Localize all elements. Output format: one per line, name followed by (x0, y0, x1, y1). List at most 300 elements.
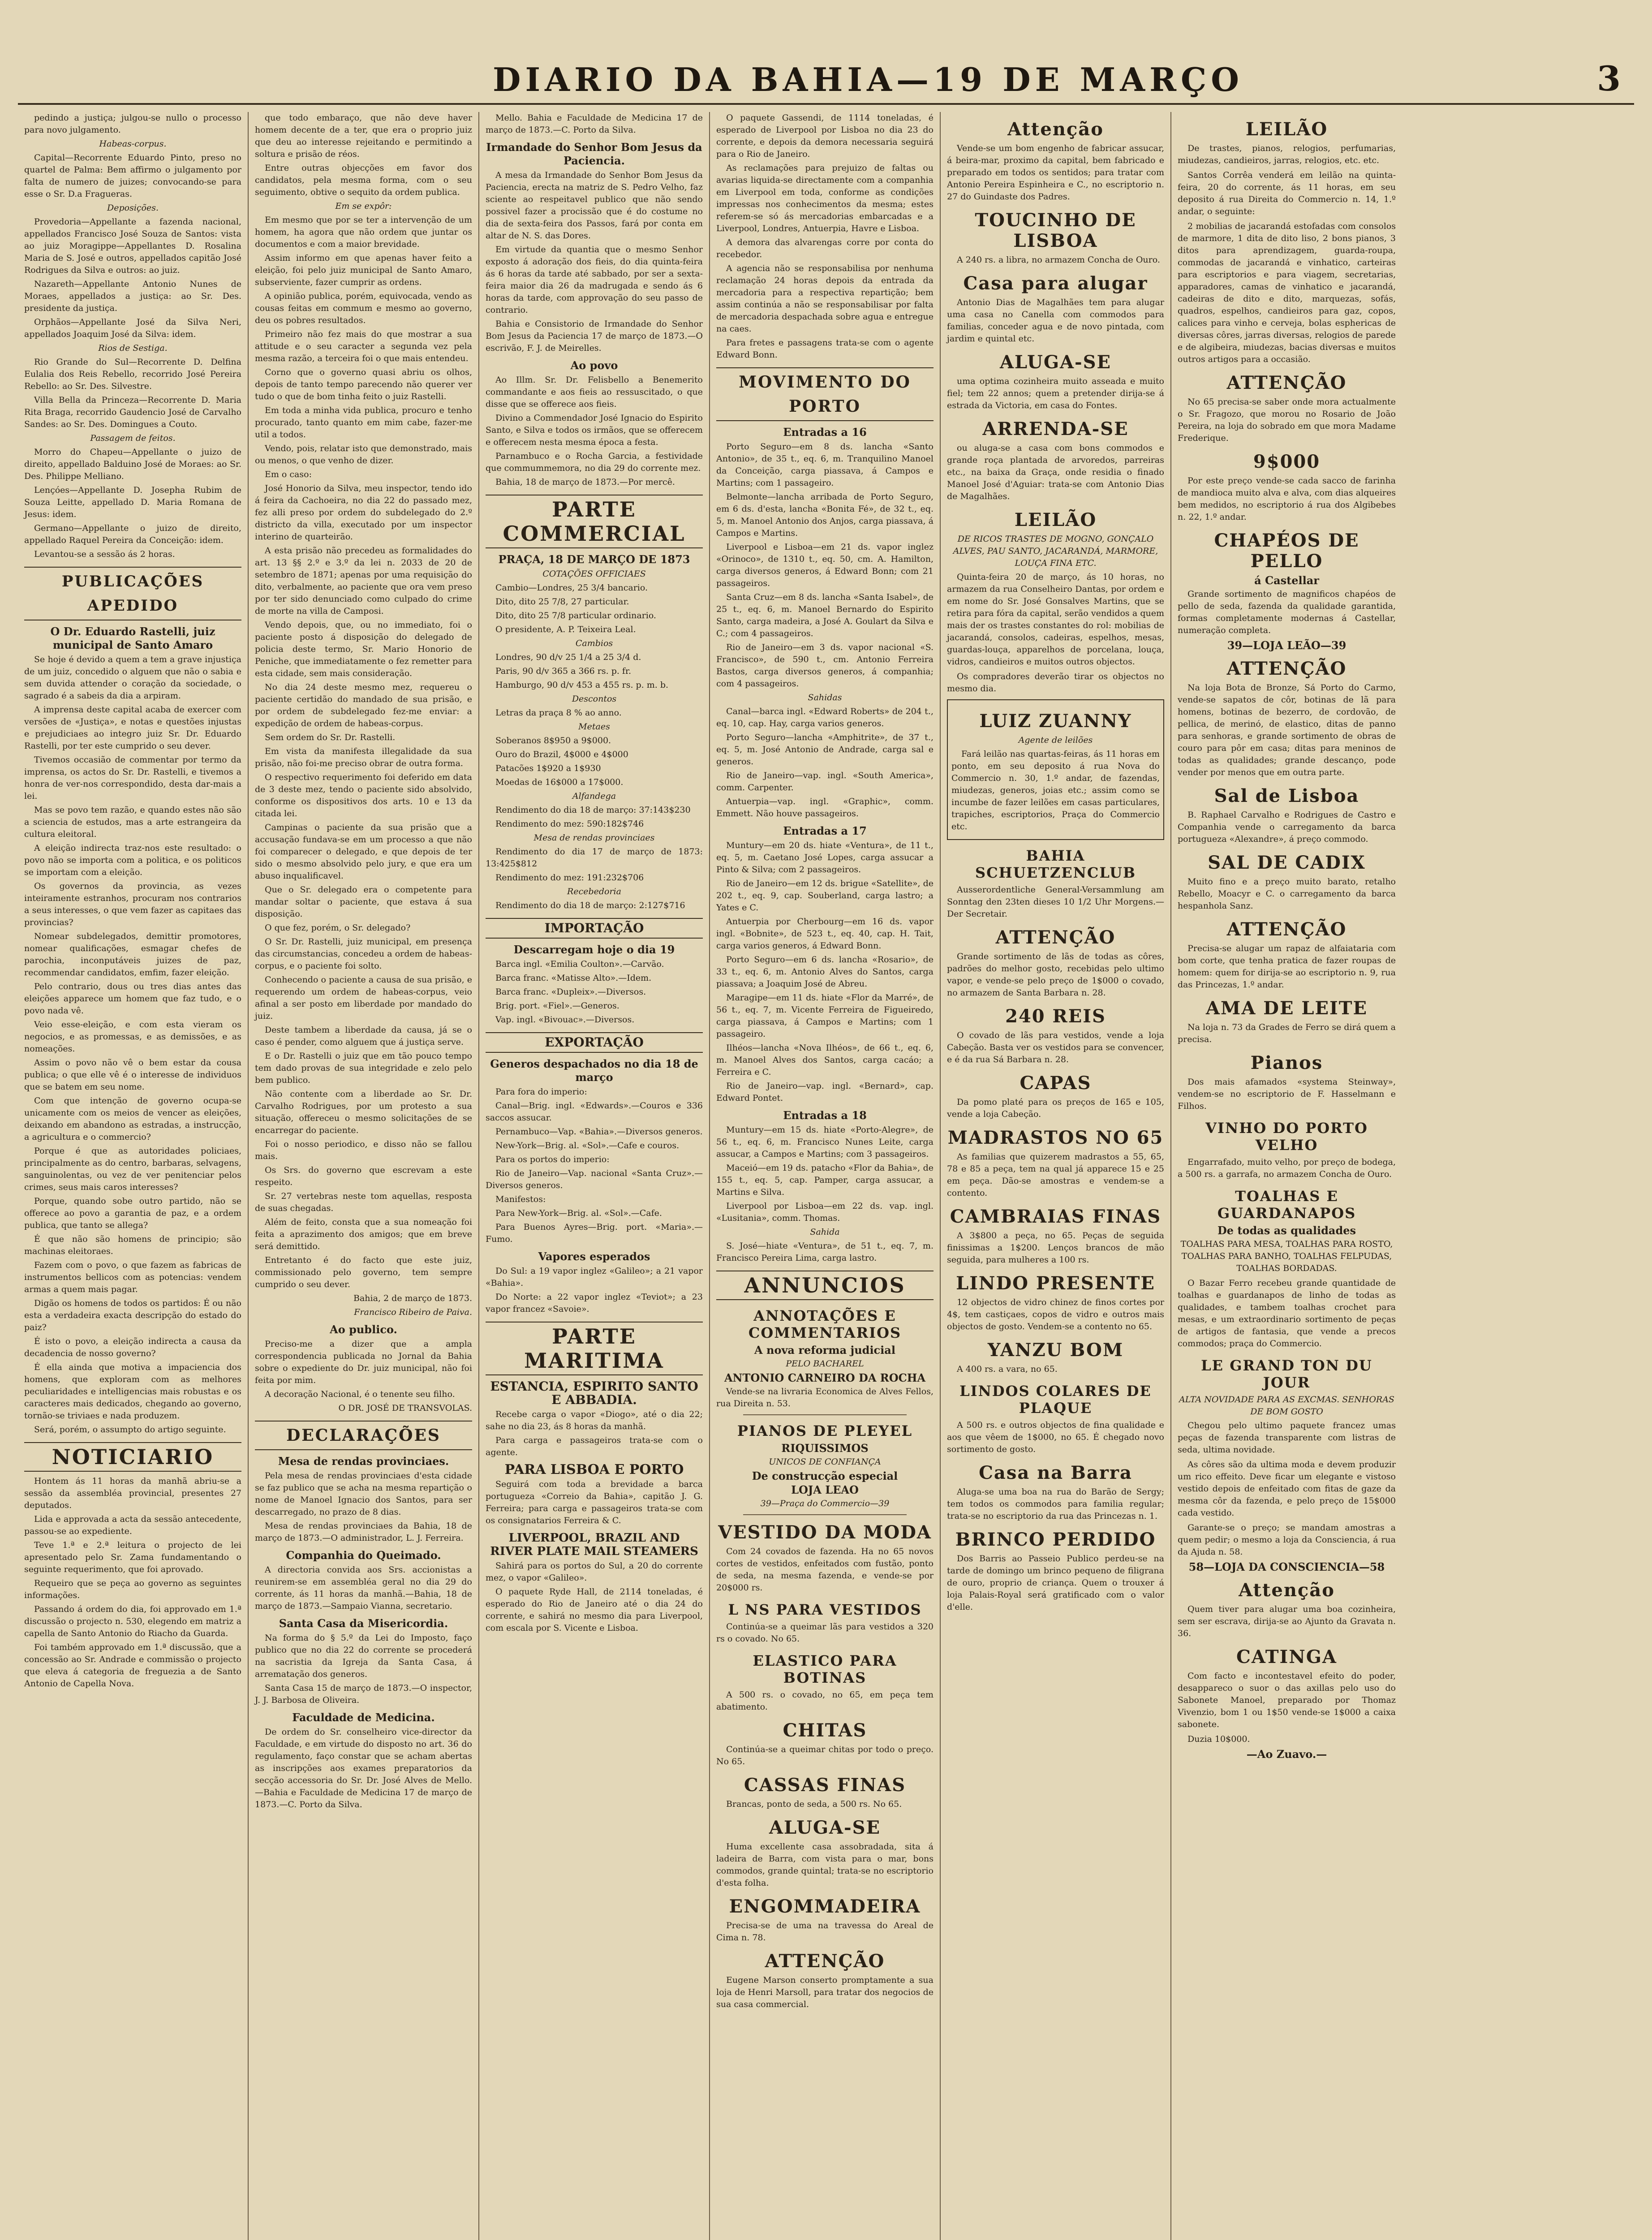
paragraph: Antuerpia por Cherbourg—em 16 ds. vapor ingl. «Bobnite», de 523 t., eq. 40, cap. H. Tait, carga varios generos, á Edward Bonn. (716, 917, 934, 951)
paragraph: Em toda a minha vida publica, procuro e tenho procurado, tanto quanto em mim cabe, fazer-me util a todos. (255, 405, 472, 439)
signature: Francisco Ribeiro de Paiva. (354, 1307, 472, 1317)
subheading: Alfandega (572, 791, 616, 801)
ad-text: Dos mais afamados «systema Steinway», vendem-se no escriptorio de F. Hasselmann e Filhos. (1178, 1077, 1396, 1111)
paragraph: Barca franc. «Matisse Alto».—Idem. (495, 973, 652, 983)
ad-title: Attenção (1239, 1580, 1335, 1601)
ad-title: LE GRAND TON DU JOUR (1201, 1357, 1372, 1391)
ad-title: SAL DE CADIX (1208, 852, 1366, 873)
ad-text: Com 24 covados de fazenda. Ha no 65 novos cortes de vestidos, enfeitados com fustão, ponto de seda, na mesma fazenda, e vende-se por 20$000 rs. (716, 1546, 934, 1593)
subheading: Em se expôr: (335, 201, 392, 211)
ad-title: AMA DE LEITE (1206, 998, 1368, 1019)
paragraph: Fazem com o povo, o que fazem as fabricas de instrumentos bellicos com as potencias: vendem armas a quem mais pagar. (24, 1260, 241, 1294)
paragraph: A decoração Nacional, é o tenente seu filho. (265, 1389, 455, 1399)
paragraph: Com que intenção de governo ocupa-se unicamente com os meios de vencer as eleições, deixando em abandono as estradas, a instrucção, a agricultura e o commercio? (24, 1096, 241, 1142)
paragraph: Muntury—em 15 ds. hiate «Porto-Alegre», de 56 t., eq. 6, m. Francisco Nunes Leite, carga assucar, a Campos e Martins; com 3 passageiros. (716, 1125, 934, 1159)
paragraph: Sahirá para os portos do Sul, a 20 do corrente mez, o vapor «Galileo». (486, 1561, 703, 1583)
paragraph: Patacões 1$920 a 1$930 (495, 763, 601, 773)
paragraph: Rendimento do dia 18 de março: 2:127$716 (495, 900, 685, 910)
paragraph: Ilhéos—lancha «Nova Ilhéos», de 66 t., eq. 6, m. Manoel Alves dos Santos, carga cacáo; a Ferreira e C. (716, 1043, 934, 1077)
paragraph: É ella ainda que motiva a impaciencia dos homens, que exploram com as melhores peculiaridades e intelligencias mais robustas e os caracteres mais dedicados, chegando ao governo, tornão-se triviaes e nada produzem. (24, 1362, 241, 1421)
article-heading: O Dr. Eduardo Rastelli, juiz municipal de Santo Amaro (50, 625, 215, 651)
ad-text: Engarrafado, muito velho, por preço de bodega, a 500 rs. a garrafa, no armazem Concha de Ouro. (1178, 1157, 1396, 1179)
paragraph: Maragipe—em 11 ds. hiate «Flor da Marré», de 56 t., eq. 7, m. Vicente Ferreira de Figueiredo, carga piassava, á Campos e Martins; com 1 passageiro. (716, 993, 934, 1039)
paragraph: É que não são homens de principio; são machinas eleitoraes. (24, 1234, 241, 1256)
paragraph: A demora das alvarengas corre por conta do recebedor. (716, 237, 934, 259)
paragraph: Provedoria—Appellante a fazenda nacional, appellados Francisco José Souza de Santos: vista ao juiz Moragippe—Appellantes D. Rosalina Maria de S. José e outros, appellados capitão José Rodrigues da Silva e outros: ao juiz. (24, 217, 241, 275)
paragraph: Pela mesa de rendas provinciaes d'esta cidade se faz publico que se acha na mesma repartição o nome de Manoel Ignacio dos Santos, para ser descarregado, no prazo de 8 dias. (255, 1471, 472, 1517)
paragraph: New-York—Brig. al. «Sol».—Cafe e couros. (495, 1141, 680, 1150)
article-heading: Santa Casa da Misericordia. (279, 1617, 448, 1630)
section-heading-parte-maritima: PARTE MARITIMA (486, 1322, 703, 1375)
ad-subtitle: De construcção especial (752, 1469, 898, 1482)
ad-text: A 400 rs. a vara, no 65. (957, 1364, 1058, 1374)
ad-subtitle: ALTA NOVIDADE PARA AS EXCMAS. SENHORAS DE BOM GOSTO (1179, 1395, 1394, 1417)
subheading: PELO BACHAREL (786, 1359, 864, 1369)
paragraph: Rendimento do mez: 590:182$746 (495, 819, 644, 829)
paragraph: Santa Casa 15 de março de 1873.—O inspector, J. J. Barbosa de Oliveira. (255, 1683, 472, 1705)
paragraph: Rendimento do dia 18 de março: 37:143$230 (495, 805, 691, 815)
paragraph: Canal—barca ingl. «Edward Roberts» de 204 t., eq. 10, cap. Hay, carga varios generos. (716, 706, 934, 728)
ad-text: Garante-se o preço; se mandam amostras a quem pedir; o mesmo a loja da Consciencia, á rua da Ajuda n. 58. (1178, 1523, 1396, 1557)
paragraph: Mello. Bahia e Faculdade de Medicina 17 de março de 1873.—C. Porto da Silva. (486, 113, 703, 135)
paragraph: S. José—hiate «Ventura», de 51 t., eq. 7, m. Francisco Pereira Lima, carga lastro. (716, 1241, 934, 1263)
paragraph: Liverpool e Lisboa—em 21 ds. vapor inglez «Orinoco», de 1310 t., eq. 50, cm. A. Hamilton, carga diversos generos, á Edward Bonn; com 21 passageiros. (716, 542, 934, 588)
ad-text: uma optima cozinheira muito asseada e muito fiel; tem 22 annos; quem a pretender dirija-se á estrada da Victoria, em casa do Fontes. (947, 376, 1164, 410)
ad-title: LEILÃO (1014, 509, 1097, 530)
ad-text: Precisa-se de uma na travessa do Areal de Cima n. 78. (716, 1921, 934, 1943)
article-heading: Entradas a 18 (783, 1109, 867, 1122)
ad-title: ATTENÇÃO (1226, 919, 1347, 940)
ad-text: No 65 precisa-se saber onde mora actualmente o Sr. Fragozo, que morou no Rosario de João Pereira, na loja do sobrado em que mora Madame Frederique. (1178, 397, 1396, 443)
paragraph: Liverpool por Lisboa—em 22 ds. vap. ingl. «Lusitania», comm. Thomas. (716, 1201, 934, 1223)
columns (18, 112, 1634, 2240)
article-heading: Faculdade de Medicina. (292, 1711, 435, 1724)
article-heading: Mesa de rendas provinciaes. (278, 1455, 449, 1468)
article-heading: Descarregam hoje o dia 19 (513, 943, 675, 956)
ad-title: L NS PARA VESTIDOS (728, 1601, 922, 1618)
ad-title: ANNOTAÇÕES E COMMENTARIOS (748, 1307, 902, 1341)
paragraph: Rio Grande do Sul—Recorrente D. Delfina Eulalia dos Reis Rebello, recorrido José Pereira Rebello: ao Sr. Des. Silvestre. (24, 357, 241, 391)
paragraph: Muntury—em 20 ds. hiate «Ventura», de 11 t., eq. 5, m. Caetano José Lopes, carga assucar a Pinto & Silva; com 2 passageiros. (716, 840, 934, 874)
ad-title: CHAPÉOS DE PELLO (1214, 530, 1359, 572)
ad-text: De trastes, pianos, relogios, perfumarias, miudezas, candieiros, jarras, relogios, etc. etc. (1178, 143, 1396, 165)
paragraph: Se hoje é devido a quem a tem a grave injustiça de um juiz, concedido o alguem que não o sabia e sem duvida attender o coração da sociedade, o sagrado é a sabeis da dia a arpiram. (24, 655, 241, 701)
ad-title: YANZU BOM (987, 1340, 1124, 1361)
paragraph: Londres, 90 d/v 25 1/4 a 25 3/4 d. (495, 652, 641, 662)
paragraph: Maceió—em 19 ds. patacho «Flor da Bahia», de 155 t., eq. 5, cap. Pamper, carga assucar, a Martins e Silva. (716, 1163, 934, 1197)
paragraph: Ao Illm. Sr. Dr. Felisbello a Benemerito commandante e aos fieis ao ressuscitado, o que disse que se offerece aos fieis. (486, 375, 703, 409)
article-heading: PARA LISBOA E PORTO (504, 1462, 684, 1478)
article-heading: PRAÇA, 18 DE MARÇO DE 1873 (498, 553, 690, 566)
article-heading: Ao publico. (330, 1323, 397, 1336)
paragraph: Em vista da manifesta illegalidade da sua prisão, não foi-me preciso obrar de outra forma. (255, 746, 472, 768)
ad-title: MADRASTOS NO 65 (947, 1127, 1164, 1148)
ad-text: Muito fino e a preço muito barato, retalho Rebello, Moacyr e C. o carregamento da barca hespanhola Sanz. (1178, 877, 1396, 911)
subheading: Deposições. (107, 203, 159, 213)
paragraph: Nomear subdelegados, demittir promotores, nomear qualificações, esmagar chefes de parochia, inconputáveis juizes de paz, recommendar candidatos, emfim, fazer eleição. (24, 931, 241, 978)
paragraph: Rendimento do mez: 191:232$706 (495, 873, 644, 883)
paragraph: Vap. ingl. «Bivouac».—Diversos. (495, 1015, 635, 1025)
ad-text: Antonio Dias de Magalhães tem para alugar uma casa no Canella com commodos para familias, conceder agua e de novo pintada, com jardim e quintal etc. (947, 297, 1164, 344)
article-heading: Entradas a 17 (783, 824, 867, 837)
column-1 (18, 112, 249, 2240)
paragraph: Foi o nosso periodico, e disso não se fallou mais. (255, 1139, 472, 1161)
ad-text: Na loja n. 73 da Grades de Ferro se dirá quem a precisa. (1178, 1022, 1396, 1044)
ad-text: 39—LOJA LEÃO—39 (1227, 639, 1347, 652)
ad-text: 12 objectos de vidro chinez de finos cortes por 4$, tem castiçaes, copos de vidro e outros mais objectos de gosto. Vendem-se a contento no 65. (947, 1297, 1164, 1331)
paragraph: E o Dr. Rastelli o juiz que em tão pouco tempo tem dado provas de sua integridade e zelo pelo bem publico. (255, 1051, 472, 1085)
article-heading: ESTANCIA, ESPIRITO SANTO E ABBADIA. (490, 1379, 698, 1407)
ad-text: O covado de lãs para vestidos, vende a loja Cabeção. Basta ver os vestidos para se convencer, e é da rua Sá Barbara n. 28. (947, 1030, 1164, 1064)
ad-title: TOUCINHO DE LISBOA (975, 210, 1136, 251)
ad-text: Quinta-feira 20 de março, ás 10 horas, no armazem da rua Conselheiro Dantas, por ordem e em nome do Sr. José Gonsalves Martins, que se retira para fóra da capital, serão vendidos a quem mais der os trastes constantes do rol: mobilias de jacarandá, consolos, cadeiras, espelhos, mesas, guardas-louça, apparelhos de porcelana, louça, vidros, candieiros e muitos outros objectos. (947, 572, 1164, 667)
ad-text: Continúa-se a queimar chitas por todo o preço. No 65. (716, 1745, 934, 1766)
ad-text: Da pomo platé para os preços de 165 e 105, vende a loja Cabeção. (947, 1097, 1164, 1119)
paragraph: Entre outras objecções em favor dos candidatos, pela mesma forma, com o seu seguimento, obtive o sequito da ordem publica. (255, 163, 472, 197)
paragraph: Pernambuco—Vap. «Bahia».—Diversos generos. (495, 1127, 703, 1137)
ad-text: TOALHAS PARA MESA, TOALHAS PARA ROSTO, TOALHAS PARA BANHO, TOALHAS FELPUDAS, TOALHAS BORDADAS. (1180, 1239, 1393, 1273)
ad-text: B. Raphael Carvalho e Rodrigues de Castro e Companhia vende o carregamento da barca portugueza «Alexandre», á preço commodo. (1178, 810, 1396, 844)
paragraph: Porto Seguro—lancha «Amphitrite», de 37 t., eq. 5, m. José Antonio de Andrade, carga sal e generos. (716, 732, 934, 767)
paragraph: Na forma do § 5.º da Lei do Imposto, faço publico que no dia 22 do corrente se procederá na sacristia da Igreja da Santa Casa, á arrematação dos generos. (255, 1633, 472, 1679)
ad-title: VINHO DO PORTO VELHO (1205, 1120, 1368, 1154)
section-heading-noticiario: NOTICIARIO (24, 1442, 241, 1472)
paragraph: Nazareth—Appellante Antonio Nunes de Moraes, appellados a justiça: ao Sr. Des. presidente da justiça. (24, 279, 241, 313)
paragraph: Passando á ordem do dia, foi approvado em 1.ª discussão o projecto n. 530, elegendo em matriz a capella de Santo Antonio do Riacho da Guarda. (24, 1604, 241, 1638)
section-heading-publicacoes: PUBLICAÇÕES APEDIDO (24, 567, 241, 620)
paragraph: Corno que o governo quasi abriu os olhos, depois de tanto tempo parecendo não querer ver tudo o que de bom tinha feito o juiz Rastelli. (255, 367, 472, 401)
ad-title: ELASTICO PARA BOTINAS (753, 1652, 897, 1686)
paragraph: Primeiro não fez mais do que mostrar a sua attitude e o seu caracter a segunda vez pela mesma razão, a terceira foi o que mais entendeu. (255, 329, 472, 363)
subheading: Recebedoria (567, 887, 621, 896)
paragraph: Para fretes e passagens trata-se com o agente Edward Bonn. (716, 338, 934, 360)
ad-subtitle: Agente de leilões (1018, 735, 1093, 745)
paragraph: Assim o povo não vê o bem estar da cousa publica; o que elle vê é o interesse de individuos que se batem em seu nome. (24, 1058, 241, 1092)
section-heading-declaracoes: DECLARAÇÕES (255, 1421, 472, 1450)
paragraph: Foi também approvado em 1.ª discussão, que a concessão ao Sr. Andrade e commissão o projecto que eleva á categoria de freguezia a de Santo Antonio de Capella Nova. (24, 1642, 241, 1689)
paragraph: O paquete Gassendi, de 1114 toneladas, é esperado de Liverpool por Lisboa no dia 23 do corrente, e depois da demora necessaria seguirá para o Rio de Janeiro. (716, 113, 934, 159)
paragraph: Os governos da provincia, as vezes inteiramente estranhos, procuram nos contrarios a seus interesses, o que vem fazer as capitaes das provincias? (24, 881, 241, 927)
paragraph: Bahia e Consistorio de Irmandade do Senhor Bom Jesus da Paciencia 17 de março de 1873.—O escrivão, F. J. de Meirelles. (486, 319, 703, 353)
ad-title: Attenção (1007, 119, 1104, 140)
paragraph: Para Buenos Ayres—Brig. port. «Maria».—Fumo. (486, 1222, 703, 1244)
paragraph: Em o caso: (265, 470, 312, 479)
ad-text: Precisa-se alugar um rapaz de alfaiataria com bom corte, que tenha pratica de fazer roupas de homem: quem for dirija-se ao escriptorio n. 9, rua das Princezas, 1.º andar. (1178, 943, 1396, 990)
paragraph: O paquete Ryde Hall, de 2114 toneladas, é esperado do Rio de Janeiro até o dia 24 do corrente, e sahirá no mesmo dia para Liverpool, com escala por S. Vicente e Lisboa. (486, 1587, 703, 1633)
paragraph: A eleição indirecta traz-nos este resultado: o povo não se importa com a politica, e os politicos se importam com a eleição. (24, 843, 241, 877)
ad-title: PIANOS DE PLEYEL (737, 1422, 913, 1439)
article-heading: LIVERPOOL, BRAZIL AND RIVER PLATE MAIL STEAMERS (490, 1531, 698, 1558)
paragraph: Preciso-me a dizer que a ampla correspondencia publicada no Jornal da Bahia sobre o expediente do Dr. juiz municipal, não foi feita por mim. (255, 1339, 472, 1385)
paragraph: Brig. port. «Fiel».—Generos. (495, 1001, 620, 1011)
column-3 (479, 112, 710, 2240)
paragraph: Digão os homens de todos os partidos: É ou não esta a verdadeira exacta descripção do estado do paiz? (24, 1298, 241, 1332)
ad-title: BRINCO PERDIDO (955, 1529, 1156, 1550)
ad-text: Dos Barris ao Passeio Publico perdeu-se na tarde de domingo um brinco pequeno de filigrana de ouro, proprio de criança. Quem o trouxer á loja Palais-Royal será gratificado com o valor d'elle. (947, 1554, 1164, 1612)
ad-subtitle: LOJA LEAO (791, 1483, 859, 1496)
paragraph: Requeiro que se peça ao governo as seguintes informações. (24, 1578, 241, 1600)
ad-title: ATTENÇÃO (765, 1951, 885, 1972)
newspaper-page (18, 18, 1634, 2240)
paragraph: Lida e approvada a acta da sessão antecedente, passou-se ao expediente. (24, 1514, 241, 1536)
subheading: Metaes (578, 722, 610, 732)
paragraph: Assim informo em que apenas haver feito a eleição, foi pelo juiz municipal de Santo Amaro, subserviente, fazer cumprir as ordens. (255, 253, 472, 287)
paragraph: pedindo a justiça; julgou-se nullo o processo para novo julgamento. (24, 113, 241, 135)
paragraph: Será, porém, o assumpto do artigo seguinte. (34, 1425, 226, 1434)
ad-subtitle: á Castellar (1254, 574, 1319, 587)
ad-title: BAHIA SCHUETZENCLUB (975, 847, 1136, 881)
article-heading: Irmandade do Senhor Bom Jesus da Paciencia. (486, 141, 702, 167)
masthead (18, 18, 1634, 99)
paragraph: Hontem ás 11 horas da manhã abriu-se a sessão da assembléa provincial, presentes 27 deputados. (24, 1476, 241, 1510)
section-heading-movimento-porto: MOVIMENTO DO PORTO (716, 367, 934, 421)
paragraph: Tivemos occasião de commentar por termo da imprensa, os actos do Sr. Dr. Rastelli, e tivemos a honra de ver-nos correspondido, desta dar-mais a lei. (24, 755, 241, 801)
paragraph: Os Srs. do governo que escrevam a este respeito. (255, 1165, 472, 1187)
ad-text: Na loja Bota de Bronze, Sá Porto do Carmo, vende-se sapatos de côr, botinas de lã para homens, botinas de bezerro, de cordovão, de pellica, de merinó, de elastico, ditas de panno para senhoras, e grande sortimento de obras de couro para pôr em casa; ditas para meninos de todas as qualidades; grande descanço, pode vender por menos que em outra parte. (1178, 683, 1396, 777)
separator (743, 1514, 907, 1515)
ad-title: Casa para alugar (963, 273, 1148, 294)
subheading: Sahida (810, 1227, 840, 1237)
paragraph: Soberanos 8$950 a 9$000. (495, 736, 611, 745)
paragraph: Belmonte—lancha arribada de Porto Seguro, em 6 ds. d'esta, lancha «Bonita Fé», de 32 t., eq. 5, m. Manoel Antonio dos Anjos, carga piassava, á Campos e Martins. (716, 492, 934, 538)
paragraph: Antuerpia—vap. ingl. «Graphic», comm. Emmett. Não houve passageiros. (716, 797, 934, 818)
paragraph: Porto Seguro—em 8 ds. lancha «Santo Antonio», de 35 t., eq. 6, m. Tranquilino Manoel da Conceição, carga piassava, á Campos e Martins; com 1 passageiro. (716, 442, 934, 488)
subheading: Habeas-corpus. (99, 139, 167, 149)
ad-text: —Ao Zuavo.— (1246, 1748, 1327, 1761)
article-heading: Ao povo (570, 359, 618, 372)
paragraph: Orphãos—Appellante José da Silva Neri, appellados Joaquim José da Silva: idem. (24, 317, 241, 339)
paragraph: José Honorio da Silva, meu inspector, tendo ido á feira da Cachoeira, no dia 22 do passado mez, fez alli preso por ordem do subdelegado do 2.º districto da villa, executado por um inspector interino de quarteirão. (255, 483, 472, 542)
paragraph: Rio de Janeiro—vap. ingl. «South America», comm. Carpenter. (716, 771, 934, 793)
ad-title: ATTENÇÃO (1226, 372, 1347, 393)
ad-text: Vende-se um bom engenho de fabricar assucar, á beira-mar, proximo da capital, bem fabricado e preparado em todos os sentidos; para tratar com Antonio Pereira Espinheira e C., no escriptorio n. 27 do Guindaste dos Padres. (947, 143, 1164, 202)
column-6 (1171, 112, 1402, 2240)
ad-title: Sal de Lisboa (1214, 785, 1359, 806)
column-5 (941, 112, 1171, 2240)
ad-title: LINDO PRESENTE (956, 1273, 1155, 1294)
paragraph: A opinião publica, porém, equivocada, vendo as cousas feitas em commum e mesmo ao governo, deu os pobres resultados. (255, 291, 472, 325)
column-2 (249, 112, 479, 2240)
paragraph: Dito, dito 25 7/8 particular ordinario. (495, 611, 656, 620)
paragraph: Além de feito, consta que a sua nomeação foi feita a aprazimento dos amigos; que em breve será demittido. (255, 1217, 472, 1251)
masthead-rule (18, 103, 1634, 105)
ad-title: ENGOMMADEIRA (729, 1896, 921, 1917)
paragraph: O presidente, A. P. Teixeira Leal. (495, 625, 636, 634)
paragraph: Levantou-se a sessão ás 2 horas. (34, 549, 175, 559)
paragraph: Campinas o paciente da sua prisão que a accusação fundava-se em um processo a que não foi comparecer o delegado, e que depois de ter sido o mesmo absolvido pelo jury, e que era um abuso inqualificavel. (255, 823, 472, 881)
ad-text: Com facto e incontestavel efeito do poder, desappareco o suor o das axillas pelo uso do Sabonete Manoel, preparado por Thomaz Vivenzio, bom 1 ou 1$50 vende-se 1$000 a caixa sabonete. (1178, 1671, 1396, 1729)
author-name: ANTONIO CARNEIRO DA ROCHA (724, 1371, 926, 1384)
paragraph: Para carga e passageiros trata-se com o agente. (486, 1435, 703, 1457)
ad-text: Ausserordentliche General-Versammlung am Sonntag den 23ten dieses 10 1/2 Uhr Morgens.—Der Secretair. (947, 885, 1164, 919)
paragraph: O que fez, porém, o Sr. delegado? (265, 923, 411, 933)
paragraph: Barca ingl. «Emilia Coulton».—Carvão. (495, 959, 664, 969)
paragraph: Paris, 90 d/v 365 a 366 rs. p. fr. (495, 666, 631, 676)
ad-title: CATINGA (1236, 1646, 1337, 1667)
ad-text: ou aluga-se a casa com bons commodos e grande roça plantada de arvoredos, parreiras etc., na baixa da Graça, onde residia o finado Manoel José d'Aguiar: trata-se com Antonio Dias de Magalhães. (947, 443, 1164, 501)
paragraph: Seguirá com toda a brevidade a barca portugueza «Correio da Bahia», capitão J. G. Ferreira; para carga e passageiros trata-se com os consignatarios Ferreira & C. (486, 1479, 703, 1525)
ad-text: Santos Corrêa venderá em leilão na quinta-feira, 20 do corrente, ás 11 horas, em seu deposito á rua Direita do Commercio n. 14, 1.º andar, o seguinte: (1178, 170, 1396, 216)
paragraph: Vendo depois, que, ou no immediato, foi o paciente posto á disposição do delegado de policia deste termo, Sr. Mario Honorio de Peniche, que immediatamente o fez remetter para esta cidade, sem mais consideração. (255, 620, 472, 678)
ad-box (947, 699, 1164, 840)
paragraph: É isto o povo, a eleição indirecta a causa da decadencia de nosso governo? (24, 1336, 241, 1358)
paragraph: Bahia, 18 de março de 1873.—Por mercê. (495, 477, 675, 487)
paragraph: Porque, quando sobe outro partido, não se offerece ao povo a garantia de paz, e a ordem publica, que tanto se allega? (24, 1196, 241, 1230)
ad-text: A 500 rs. o covado, no 65, em peça tem abatimento. (716, 1690, 934, 1712)
paragraph: Capital—Recorrente Eduardo Pinto, preso no quartel de Palma: Bem affirmo o julgamento por falta de numero de juizes; convocando-se para esse o Sr. D.a Fragueras. (24, 153, 241, 199)
paragraph: Germano—Appellante o juizo de direito, appellado Raquel Pereira da Conceição: idem. (24, 523, 241, 545)
subheading: Mesa de rendas provinciaes (533, 833, 655, 843)
subheading: Cambios (575, 638, 613, 648)
ad-title: LUIZ ZUANNY (979, 711, 1132, 732)
paragraph: Recebe carga o vapor «Diogo», até o dia 22; sahe no dia 23, ás 8 horas da manhã. (486, 1409, 703, 1431)
paragraph: Ouro do Brazil, 4$000 e 4$000 (495, 750, 628, 759)
paragraph: Vendo, pois, relatar isto que demonstrado, mais ou menos, o que venho de dizer. (255, 444, 472, 465)
ad-title: VESTIDO DA MODA (718, 1522, 932, 1543)
ad-subtitle: A nova reforma judicial (754, 1344, 895, 1357)
paragraph: No dia 24 deste mesmo mez, requereu o paciente certidão do mandado de sua prisão, e por ordem de subdelegado fez-me enviar: a expedição de ordem de habeas-corpus. (255, 682, 472, 728)
masthead-title: DIARIO DA BAHIA—19 DE MARÇO (493, 60, 1244, 99)
ad-text: A 500 rs. e outros objectos de fina qualidade e aos que vêem de 1$000, no 65. É chegado novo sortimento de gosto. (947, 1420, 1164, 1454)
ad-subtitle: De todas as qualidades (1217, 1224, 1356, 1237)
paragraph: Letras da praça 8 % ao anno. (495, 708, 622, 718)
article-heading: Entradas a 16 (783, 426, 867, 439)
paragraph: Deste tambem a liberdade da causa, já se o caso é pender, como alguem que á justiça serve. (255, 1025, 472, 1047)
paragraph: A agencia não se responsabilisa por nenhuma reclamação 24 horas depois da entrada da mercadoria para a respectiva repartição; bem assim continúa a não se responsabilisar por falta de mercadoria despachada sobre agua e entregue na caes. (716, 263, 934, 334)
ad-text: A 3$800 a peça, no 65. Peças de seguida finissimas a 1$200. Lenços brancos de mão seguida, para mulheres a 100 rs. (947, 1231, 1164, 1265)
paragraph: Porto Seguro—em 6 ds. lancha «Rosario», de 33 t., eq. 6, m. Antonio Alves do Santos, carga piassava; a Joaquim José de Abreu. (716, 955, 934, 989)
paragraph: Conhecendo o paciente a causa de sua prisão, e requerendo um ordem de habeas-corpus, veio afinal a ser posto em liberdade por mandado do juiz. (255, 975, 472, 1021)
dateline: Bahia, 2 de março de 1873. (353, 1293, 472, 1303)
paragraph: Mesa de rendas provinciaes da Bahia, 18 de março de 1873.—O administrador, L. J. Ferreira. (255, 1521, 472, 1543)
ad-title: CAMBRAIAS FINAS (950, 1206, 1162, 1227)
ad-title: ALUGA-SE (769, 1817, 881, 1838)
paragraph: Em virtude da quantia que o mesmo Senhor exposto á adoração dos fieis, do dia quinta-feira ás 6 horas da tarde até sabbado, por ser a sexta-feira maior dia 26 da madrugada e sendo ás 6 horas da tarde, com approvação do seu passo de contrario. (486, 245, 703, 315)
paragraph: O Sr. Dr. Rastelli, juiz municipal, em presença das circumstancias, concedeu a ordem de habeas-corpus, e o paciente foi solto. (255, 937, 472, 971)
subheading: Passagem de feitos. (90, 433, 176, 443)
paragraph: Villa Bella da Princeza—Recorrente D. Maria Rita Braga, recorrido Gaudencio José de Carvalho Sandes: ao Sr. Des. Domingues a Couto. (24, 395, 241, 429)
ad-subtitle: RIQUISSIMOS (781, 1442, 869, 1455)
ad-text: Eugene Marson conserto promptamente a sua loja de Henri Marsoll, para tratar dos negocios de sua casa commercial. (716, 1975, 934, 2009)
paragraph: Dito, dito 25 7/8, 27 particular. (495, 597, 629, 607)
subheading: Rios de Sestiga. (98, 343, 168, 353)
ad-title: Pianos (1250, 1052, 1323, 1073)
paragraph: A directoria convida aos Srs. accionistas a reunirem-se em assembléa geral no dia 29 do corrente, ás 11 horas da manhã.—Bahia, 18 de março de 1873.—Sampaio Vianna, secretario. (255, 1565, 472, 1611)
paragraph: Vende-se na livraria Economica de Alves Fellos, rua Direita n. 53. (716, 1387, 934, 1409)
paragraph: Teve 1.ª e 2.ª leitura o projecto de lei apresentado pelo Sr. Zama fundamentando o seguinte requerimento, que foi aprovado. (24, 1540, 241, 1574)
ad-title: TOALHAS E GUARDANAPOS (1217, 1188, 1356, 1222)
page-number: 3 (1597, 59, 1621, 99)
ad-text: O Bazar Ferro recebeu grande quantidade de toalhas e guardanapos de linho de todas as qualidades, e tambem toalhas crochet para mesas, e um extraordinario sortimento de peças de artigos de fantasia, que vende a precos commodos; praça do Commercio. (1178, 1278, 1396, 1348)
paragraph: Porque é que as autoridades policiaes, principalmente as do centro, barbaras, selvagens, sanguinolentas, ou vez de ver penitenciar pelos crimes, seus mais caros interesses? (24, 1146, 241, 1192)
paragraph: Rio de Janeiro—Vap. nacional «Santa Cruz».—Diversos generos. (486, 1168, 703, 1190)
ad-subtitle: DE RICOS TRASTES DE MOGNO, GONÇALO ALVES, PAU SANTO, JACARANDÁ, MARMORE, LOUÇA FINA ETC. (953, 534, 1158, 568)
paragraph: A imprensa deste capital acaba de exercer com versões de «Justiça», e notas e questões injustas e prejudiciaes ao integro juiz Sr. Dr. Eduardo Rastelli, por ter este cumprido o seu dever. (24, 705, 241, 751)
paragraph: Parnambuco e o Rocha Garcia, a festividade que commummemora, no dia 29 do corrente mez. (486, 451, 703, 473)
paragraph: Rio de Janeiro—em 3 ds. vapor nacional «S. Francisco», de 590 t., cm. Antonio Ferreira Bastos, carga diversos generos, á companhia; com 4 passageiros. (716, 642, 934, 689)
ad-text: Continúa-se a queimar lãs para vestidos a 320 rs o covado. No 65. (716, 1622, 934, 1644)
ad-subtitle: UNICOS DE CONFIANÇA (769, 1457, 881, 1467)
ad-text: As familias que quizerem madrastos a 55, 65, 78 e 85 a peça, tem na qual já apparece 15 e 25 em peça. Dão-se amostras e vendem-se a contento. (947, 1152, 1164, 1198)
ad-title: ALUGA-SE (999, 352, 1112, 373)
section-heading-exportacao: EXPORTAÇÃO (486, 1032, 703, 1053)
paragraph: Barca franc. «Dupleix».—Diversos. (495, 987, 646, 997)
ad-text: As côres são da ultima moda e devem produzir um rico effeito. Deve ficar um elegante e vistoso vestido depois de enfeitado com fitas de gaze da mesma côr da fazenda, e pelo preço de 15$000 cada vestido. (1178, 1460, 1396, 1518)
ad-text: Huma excellente casa assobradada, sita á ladeira de Barra, com vista para o mar, bons commodos, grande quintal; trata-se no escriptorio d'esta folha. (716, 1842, 934, 1888)
paragraph: Sr. 27 vertebras neste tom aquellas, resposta de suas chegadas. (255, 1191, 472, 1213)
ad-text: Os compradores deverão tirar os objectos no mesmo dia. (947, 672, 1164, 694)
ad-text: A 240 rs. a libra, no armazem Concha de Ouro. (957, 255, 1160, 265)
ad-text: 39—Praça do Commercio—39 (760, 1499, 890, 1508)
signature: O DR. JOSÉ DE TRANSVOLAS. (338, 1403, 472, 1413)
paragraph: Sem ordem do Sr. Dr. Rastelli. (265, 732, 396, 742)
paragraph: Divino a Commendador José Ignacio do Espirito Santo, e Silva e todos os irmãos, que se offerecem e offerecem nesta mesma época a festa. (486, 413, 703, 447)
ad-text: 58—LOJA DA CONSCIENCIA—58 (1188, 1560, 1385, 1573)
paragraph: Que o Sr. delegado era o competente para mandar soltar o paciente, que estava á sua disposição. (255, 885, 472, 919)
paragraph: Para New-York—Brig. al. «Sol».—Cafe. (495, 1208, 662, 1218)
paragraph: Para os portos do imperio: (495, 1154, 610, 1164)
ad-title: ATTENÇÃO (1226, 658, 1347, 679)
ad-title: ATTENÇÃO (995, 927, 1116, 948)
ad-text: Grande sortimento de lãs de todas as côres, padrões do melhor gosto, recebidas pelo ultimo vapor, e vende-se pelo preço de 1$000 o covado, no armazem de Santa Barbara n. 28. (947, 952, 1164, 998)
paragraph: Lençóes—Appellante D. Josepha Rubim de Souza Leitte, appellado D. Maria Romana de Jesus: idem. (24, 485, 241, 519)
paragraph: Do Sul: a 19 vapor inglez «Galileo»; a 21 vapor «Bahia». (486, 1266, 703, 1288)
paragraph: De ordem do Sr. conselheiro vice-director da Faculdade, e em virtude do disposto no art. 36 do regulamento, faço constar que se acham abertas as inscripções aos exames preparatorios da secção accessoria do Sr. Dr. José Alves de Mello.—Bahia e Faculdade de Medicina 17 de março de 1873.—C. Porto da Silva. (255, 1727, 472, 1809)
section-heading-parte-commercial: PARTE COMMERCIAL (486, 495, 703, 548)
paragraph: A esta prisão não precedeu as formalidades do art. 13 §§ 2.º e 3.º da lei n. 2033 de 20 de setembro de 1871; apenas por uma requisição do dito, verbalmente, ao paciente que ora vem preso por ter sido denunciado como culpado do crime de morte na villa de Camposi. (255, 546, 472, 616)
article-heading: Companhia do Queimado. (286, 1549, 441, 1562)
paragraph: Do Norte: a 22 vapor inglez «Teviot»; a 23 vapor francez «Savoie». (486, 1292, 703, 1314)
paragraph: As reclamações para prejuizo de faltas ou avarias liquida-se directamente com a companhia em Liverpool em toda, conforme as condições impressas nos conhecimentos da mesma; estes referem-se só ás mercadorias embarcadas e a Liverpool, Londres, Antuerpia, Havre e Lisboa. (716, 163, 934, 233)
ad-text: Chegou pelo ultimo paquete francez umas peças de fazenda transparente com listras de seda, ultima novidade. (1178, 1421, 1396, 1455)
ad-title: LINDOS COLARES DE PLAQUE (959, 1383, 1152, 1417)
paragraph: Mas se povo tem razão, e quando estes não são a sciencia de estudos, mas a arte estrangeira da cultura eleitoral. (24, 805, 241, 839)
paragraph: que todo embaraço, que não deve haver homem decente de a ter, que era o proprio juiz que deu ao interesse rejeitando e permitindo a soltura e prisão de réos. (255, 113, 472, 159)
ad-title: LEILÃO (1245, 119, 1328, 140)
paragraph: Hamburgo, 90 d/v 453 a 455 rs. p. m. b. (495, 680, 669, 690)
paragraph: Veio esse-eleição, e com esta vieram os negocios, e as promessas, e as demissões, e as nomeações. (24, 1020, 241, 1054)
paragraph: Morro do Chapeu—Appellante o juizo de direito, appellado Balduino José de Moraes: ao Sr. Des. Philippe Melliano. (24, 447, 241, 481)
ad-text: Brancas, ponto de seda, a 500 rs. No 65. (726, 1799, 902, 1809)
paragraph: Não contente com a liberdade ao Sr. Dr. Carvalho Rodrigues, por um protesto a sua situação, offereceu o mesmo solicitações de se encarregar do paciente. (255, 1089, 472, 1135)
subheading: Descontos (572, 694, 617, 704)
section-heading-importacao: IMPORTAÇÃO (486, 918, 703, 939)
paragraph: Moedas de 16$000 a 17$000. (495, 777, 624, 787)
ad-title: 9$000 (1253, 451, 1321, 472)
ad-text: Por este preço vende-se cada sacco de farinha de mandioca muito alva e alva, com dias alqueires bem medidos, no escriptorio á rua dos Algibebes n. 22, 1.º andar. (1178, 476, 1396, 522)
paragraph: Rio de Janeiro—em 12 ds. brigue «Satellite», de 202 t., eq. 9, cap. Souberland, carga lastro; a Yates e C. (716, 879, 934, 913)
paragraph: Para fora do imperio: (495, 1087, 587, 1097)
section-heading-annuncios: ANNUNCIOS (716, 1271, 934, 1300)
ad-text: Duzia 10$000. (1187, 1734, 1250, 1744)
paragraph: Rendimento do dia 17 de março de 1873: 13:425$812 (486, 847, 703, 869)
subheading: Sahidas (808, 693, 842, 702)
paragraph: Em mesmo que por se ter a intervenção de um homem, ha agora que não ordem que juntar os documentos e com a maior brevidade. (255, 215, 472, 249)
paragraph: Manifestos: (495, 1194, 546, 1204)
ad-title: Casa na Barra (979, 1462, 1132, 1483)
paragraph: Canal—Brig. ingl. «Edwards».—Couros e 336 saccos assucar. (486, 1101, 703, 1123)
ad-title: CHITAS (783, 1720, 867, 1741)
paragraph: Entretanto é do facto que este juiz, commissionado pelo governo, tem sempre cumprido o seu dever. (255, 1255, 472, 1289)
ad-title: 240 REIS (1005, 1006, 1106, 1027)
ad-title: CASSAS FINAS (744, 1775, 906, 1796)
paragraph: O respectivo requerimento foi deferido em data de 3 deste mez, tendo o paciente sido absolvido, conforme os dispositivos dos arts. 10 e 13 da citada lei. (255, 772, 472, 818)
article-heading: Vapores esperados (538, 1250, 650, 1263)
column-4 (710, 112, 941, 2240)
ad-title: ARRENDA-SE (982, 418, 1129, 439)
subheading: COTAÇÕES OFFICIAES (542, 569, 646, 579)
paragraph: Pelo contrario, dous ou tres dias antes das eleições apparece um homem que faz tudo, e o povo nada vê. (24, 982, 241, 1016)
